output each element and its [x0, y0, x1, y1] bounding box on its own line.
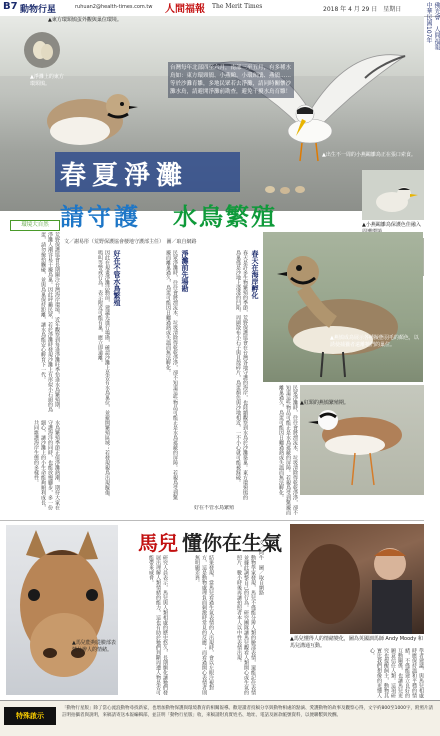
notice-tag: 特殊啟示 [4, 707, 56, 725]
right-margin-line: 中華民國107年 [425, 2, 432, 44]
chick-photo [362, 170, 424, 220]
pratincole-photo [263, 232, 423, 382]
section-name: 動物行星 [20, 5, 57, 15]
egg-shape [295, 186, 305, 193]
notice-text: 「動物行星版」除了當心流浪動物尋找新家，也增加動物保護與環境教育的相關報導。歡迎讀者投稿分享與動物相處的點滴、愛護動物的故事及觀察心得，文字約800至1000字，附照片請註明拍攝者與說明，來稿請寄送本報編輯部，並註明「動物行星版」收，來稿請附真實姓名、地址、電話及匯款帳號資料，以便聯繫與致酬。 [62, 706, 434, 718]
page-header [0, 0, 440, 17]
subhead: 淨灘前先場勘 [181, 250, 189, 292]
caption-egg: ▲小燕鷗雛鳥保護色佳融入 [362, 222, 421, 228]
section-divider [0, 520, 424, 521]
newspaper-logo-en: The Merit Times [212, 3, 263, 10]
headline-line1: 春夏淨灘 [60, 161, 189, 191]
notice-footer [0, 700, 440, 736]
sidebar-badge: 環境大自然 [10, 220, 60, 231]
horse-headline-black: 懂你在生氣 [182, 531, 282, 555]
trainer-horse-photo [290, 524, 424, 634]
right-margin-column [424, 2, 440, 92]
horse-byline: 文／阿牛 圖／取自網路 [258, 540, 264, 595]
horse-paragraph: 動物學家發現，馬兒不僅能分辨人類的臉部表情，還能記住表情並據此調整自己的行為。研究團隊讓馬兒觀看人類開心或生氣的照片，數小時後再讓拍照者本人以中性表情出現。 [236, 555, 256, 695]
horse-paragraph: 研究人員表示，馬兒與人類相處的歷史悠久，長期馴化讓牠們發展出理解人類情緒的能力，這也有助於牠們判斷周遭人物是否可能帶來威脅。 [148, 555, 168, 695]
subhead: 春天在海岸孵化 [251, 250, 259, 299]
plover-illustration [30, 76, 140, 156]
article-paragraph: 水鳥繁殖季節正值淨灘熱潮，期待大家在守護海洋的同時，也能放慢腳步，多一份細心，讓沙灘上的小生命能夠順利成長，共同維護海岸生態的多樣性。 [33, 420, 60, 510]
horse-photo [6, 525, 118, 695]
horse-paragraph: 結果發現，當馬兒看過生氣表情的人出現時，會以左眼注視對方，這是動物處理負面刺激時常見的反應；而看過開心表情者則無明顯差異。 [194, 555, 214, 695]
subhead: 好在不管水鳥繁殖 [113, 250, 121, 306]
headline-line2-a: 請守護 [60, 203, 141, 231]
intro-text: 台灣每年北部四至六月，南部三至五月，有多種水鳥如：東方環頸鴴、小燕鷗、小環頸鴴、燕鴴……等於沙灘育雛，多地民眾若去淨灘，請同時關懷沙灘水鳥，請避開淨灘前勘查，避免干擾水鳥育雛！ [168, 62, 294, 98]
caption-bottom-plover: ▲紅頸的燕鴴繁殖期。 [300, 400, 349, 406]
horse-paragraph: 學者建議，與馬兒相處時應保持溫和平穩的情緒，不僅能建立良好的互動關係，也讓馬兒更願意信任人類。這項研究也提醒飼主，動物其實比我們想像的更懂人心。 [369, 648, 424, 698]
newspaper-logo: 人間福報 [165, 4, 205, 15]
article-footnote: 好在不管水鳥繁殖 [194, 505, 235, 511]
caption-pratincole: ▲燕鴴成鳥展示各種擬態羽毛的顏色，以誘使捕獵者遠離牠們的巢位。 [330, 335, 419, 348]
page-number: B7 [3, 1, 18, 12]
headline-line2-b: 水鳥繁殖 [173, 203, 277, 231]
section-email: ruhuan2@health-times.com.tw [75, 4, 153, 10]
sidebar-text: 荒野保護協會長期關注台灣海岸環境，近年觀察到每逢淨灘旺季恰逢水鳥繁殖期，淨灘人潮容易干擾鳥巢。因此呼籲民眾，若於淨灘時發現沙灘上有形似小石頭的鳥蛋，請勿撿拾觸碰，並與鳥巢保持距離，讓水鳥能安心孵育下一代。 [40, 232, 60, 412]
byline: 文／謝易彤（荒野保護協會棲地守護部主任） 圖／取自網路 [64, 239, 197, 245]
caption-horse: ▲馬兒能夠從臉部表情分辨人的情緒。 [72, 640, 116, 653]
caption-plover: ▲淨灘上的東方環頸鴴。 [30, 74, 64, 87]
egg-shape [280, 187, 290, 194]
egg-shape [265, 186, 275, 193]
nest-egg-illustration [22, 30, 62, 70]
article-paragraph: 因此在規畫淨灘活動前，建議先進行場勘，確認沙灘上是否有水鳥巢位，並避開繁殖區域；若發現親鳥出現擬傷、鳴叫等警戒行為，表示附近可能有巢，應立即遠離。 [97, 250, 110, 500]
caption-nest: ▲東方環頸鴴蛋外觀與巢位環境。 [48, 17, 122, 23]
article-paragraph: 春天是許多生物繁殖的季節，荒野保護協會在台灣各地守護的海岸，也陸續觀察到水鳥於沙灘築巢。東方環頸鴴的鳥巢僅是沙地上淺淺的凹陷，周圍散布小石子與貝殼碎片，鳥蛋顏色與沙地相近，一不小心就可能被踩破。 [235, 250, 248, 500]
right-margin-line: 佛光會 人間福報 [433, 2, 440, 50]
caption-trainer: ▲馬兒懂得人的情緒變化，圖為英國訓馬師 Andy Moody 和馬兒溝通互動。 [290, 636, 423, 649]
article-paragraph: 民眾淨灘時，往往會將漂流木、垃圾清除得乾乾淨淨，卻不知道這些物品可能正是水鳥遮蔽的屏障。若親鳥受到驚擾而離巢過久，鳥蛋可能因日曬過熱或失溫而無法孵化。 [165, 250, 178, 500]
horse-headline-red: 馬兒 [138, 531, 178, 555]
issue-date: 2018 年 4 月 29 日 星期日 [323, 6, 402, 13]
article-paragraph-right: 民眾淨灘時，往往會將漂流木、垃圾清除得乾乾淨淨，卻不知道這些物品可能正是水鳥遮蔽的屏障。若親鳥受到驚擾而離巢過久，鳥蛋可能因日曬過熱或失溫而無法孵化。 [278, 385, 298, 515]
caption-tern: ▲出生不一周的小燕鷗雛鳥正在張口索食。 [322, 152, 416, 158]
